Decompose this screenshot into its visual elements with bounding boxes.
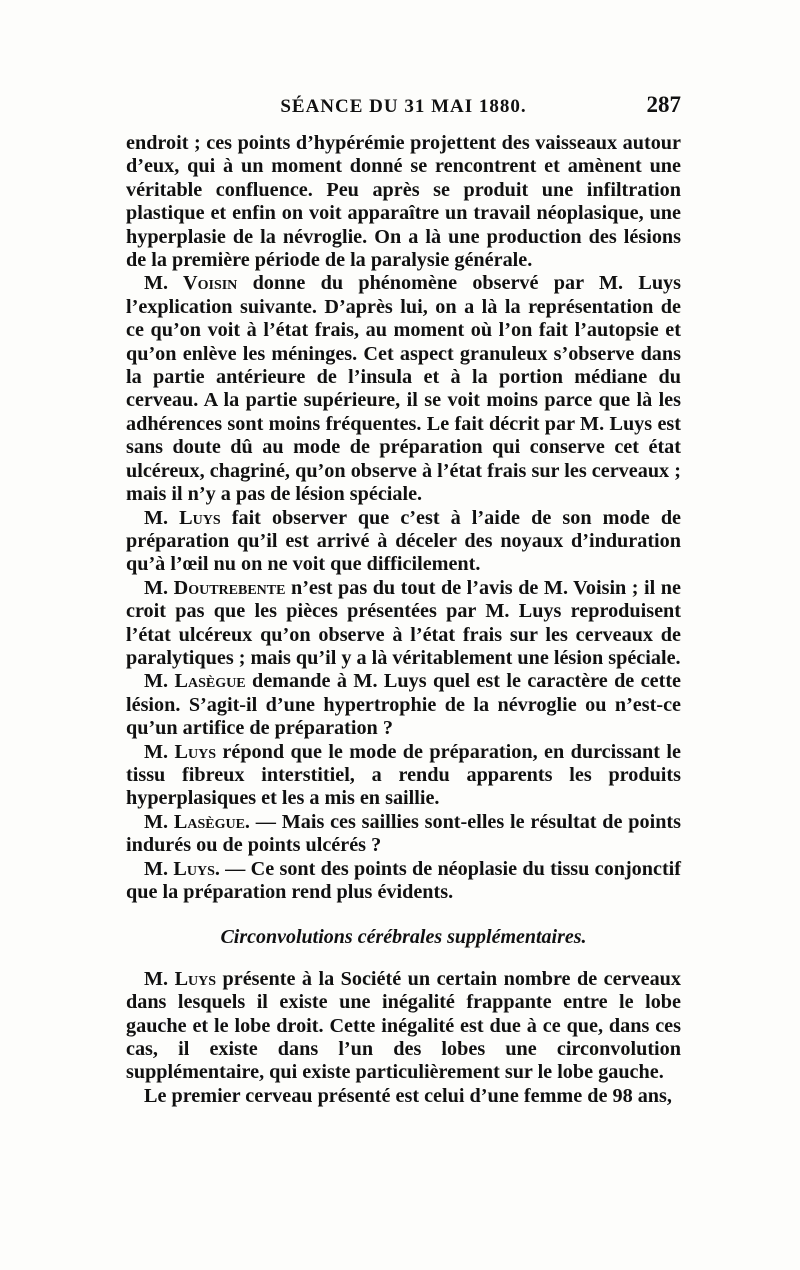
running-head: SÉANCE DU 31 MAI 1880.: [280, 96, 527, 117]
speaker-name: M. Luys.: [144, 857, 220, 880]
paragraph-1: endroit ; ces points d’hypérémie projettent des vaisseaux autour d’eux, qui à un moment donné se rencontrent et amènent une véritable confluence. Peu après se produit une infiltration plastique et enfin on voit apparaître un travail néoplasique, une hyperplasie de la névroglie. On a là une production des lésions de la première période de la paralysie générale.: [126, 132, 681, 272]
page-number: 287: [646, 92, 681, 117]
paragraph-4: M. Doutrebente n’est pas du tout de l’avis de M. Voisin ; il ne croit pas que les pièces présentées par M. Luys reproduisent l’état ulcéreux qu’on observe à l’état frais sur les cerveaux de paralytiques ; mais qu’il y a là véritablement une lésion spéciale.: [126, 576, 681, 669]
paragraph-3: M. Luys fait observer que c’est à l’aide de son mode de préparation qu’il est arrivé à déceler des noyaux d’induration qu’à l’œil nu on ne voit que difficilement.: [126, 506, 682, 576]
speaker-name: M. Voisin: [144, 272, 238, 295]
paragraph-6: M. Luys répond que le mode de préparation, en durcissant le tissu fibreux interstitiel, a rendu apparents les produits hyperplasiques et les a mis en saillie.: [126, 740, 681, 810]
speaker-name: M. Doutrebente: [144, 576, 286, 599]
speaker-name: M. Lasègue.: [144, 810, 250, 833]
paragraph-8: M. Luys. — Ce sont des points de néoplasie du tissu conjonctif que la préparation rend plus évidents.: [126, 857, 681, 903]
speaker-name: M. Luys: [144, 967, 217, 990]
page-header: [126, 92, 681, 124]
section-paragraph-1: M. Luys présente à la Société un certain nombre de cerveaux dans lesquels il existe une inégalité frappante entre le lobe gauche et le lobe droit. Cette inégalité est due à ce que, dans ces cas, il existe dans l’un des lobes une circonvolution supplémentaire, qui existe particulièrement sur le lobe gauche.: [126, 967, 681, 1084]
paragraph-7: M. Lasègue. — Mais ces saillies sont-elles le résultat de points indurés ou de points ulcérés ?: [126, 810, 681, 857]
section-paragraph-2: Le premier cerveau présenté est celui d’une femme de 98 ans,: [144, 1084, 672, 1107]
section-title: Circonvolutions cérébrales supplémentaires.: [220, 926, 587, 949]
body-text: [126, 132, 681, 1108]
speaker-name: M. Luys: [144, 506, 221, 529]
paragraph-5: M. Lasègue demande à M. Luys quel est le caractère de cette lésion. S’agit-il d’une hypertrophie de la névroglie ou n’est-ce qu’un artifice de préparation ?: [126, 670, 681, 740]
speaker-name: M. Luys: [144, 740, 216, 763]
paragraph-2: M. Voisin donne du phénomène observé par M. Luys l’explication suivante. D’après lui, on a là la représentation de ce qu’on voit à l’état frais, au moment où l’on fait l’autopsie et qu’on enlève les méninges. Cet aspect granuleux s’observe dans la partie antérieure de l’insula et à la portion médiane du cerveau. A la partie supérieure, il se voit moins parce que là les adhérences sont moins fréquentes. Le fait décrit par M. Luys est sans doute dû au mode de préparation qui conserve cet état ulcéreux, chagriné, qu’on observe à l’état frais sur les cerveaux ; mais il n’y a pas de lésion spéciale.: [126, 272, 682, 506]
speaker-name: M. Lasègue: [144, 670, 246, 693]
